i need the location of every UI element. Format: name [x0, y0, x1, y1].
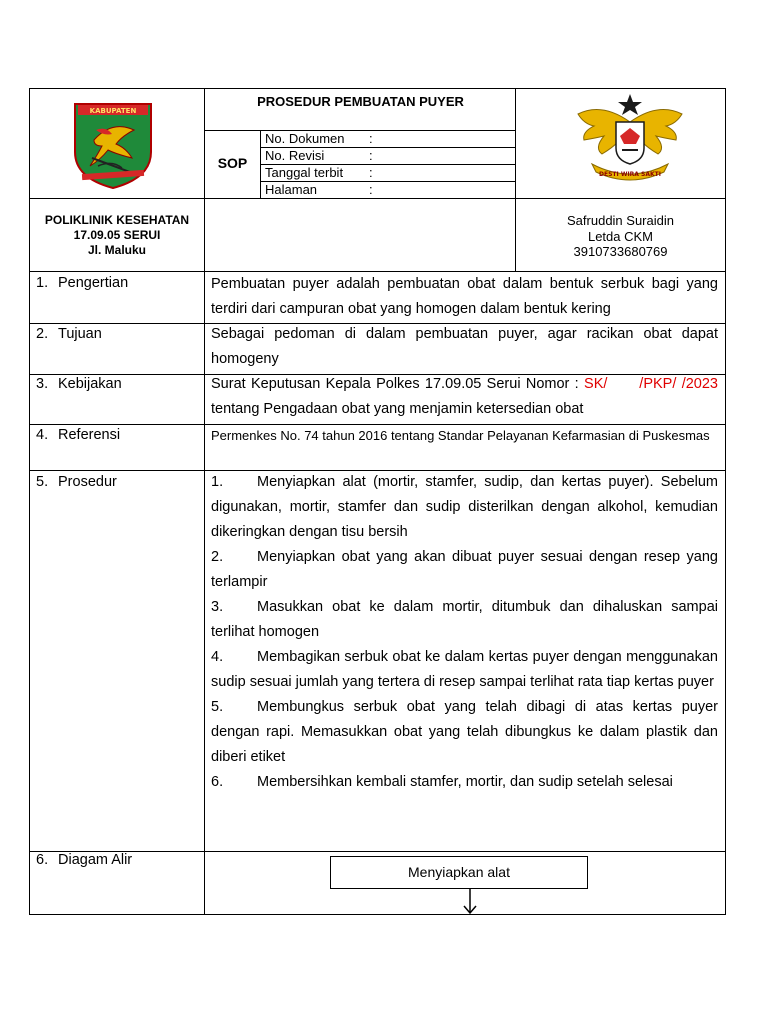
section-number: 6.: [36, 852, 49, 868]
policy-text-after: tentang Pengadaan obat yang menjamin ketersedian obat: [211, 401, 584, 417]
section-number: 5.: [36, 474, 49, 490]
logo-banner-text: KABUPATEN: [89, 107, 137, 115]
step-text: Membungkus serbuk obat yang telah dibagi di atas kertas puyer dengan rapi. Memasukkan obat yang telah dibungkus ke dalam plastik dan diberi etiket: [211, 699, 718, 765]
signatory-rank: Letda CKM: [587, 228, 654, 244]
procedure-step: [211, 595, 718, 645]
section-text-kebijakan: [211, 372, 718, 422]
procedure-steps: [211, 470, 718, 795]
step-text: Membersihkan kembali stamfer, mortir, dan sudip setelah selesai: [257, 774, 673, 790]
signatory-id: 3910733680769: [573, 244, 668, 259]
title-underline: [204, 130, 516, 131]
institution-name: POLIKLINIK KESEHATAN: [44, 213, 190, 227]
section-number: 3.: [36, 376, 49, 392]
meta-colon: :: [369, 148, 373, 163]
meta-label-no-dokumen: No. Dokumen: [265, 131, 345, 146]
step-number: 2.: [211, 549, 224, 565]
institution-address: Jl. Maluku: [87, 243, 146, 257]
meta-colon: :: [369, 182, 373, 197]
procedure-step: [211, 695, 718, 770]
step-text: Menyiapkan obat yang akan dibuat puyer sesuai dengan resep yang terlampir: [211, 549, 718, 590]
section-title: Diagam Alir: [58, 852, 133, 868]
section-label-kebijakan: [36, 376, 122, 392]
section-label-tujuan: [36, 326, 102, 342]
section-title: Kebijakan: [58, 376, 122, 392]
step-text: Membagikan serbuk obat ke dalam kertas puyer dengan menggunakan sudip sesuai jumlah yang tertera di resep sampai terlihat rata tiap kertas puyer: [211, 649, 718, 690]
step-number: 3.: [211, 599, 224, 615]
document-title: PROSEDUR PEMBUATAN PUYER: [257, 94, 464, 109]
step-text: Masukkan obat ke dalam mortir, ditumbuk dan dihaluskan sampai terlihat homogen: [211, 599, 718, 640]
meta-colon: :: [369, 165, 373, 180]
header-bottom-line: [29, 198, 726, 199]
regency-shield-logo: [72, 100, 154, 195]
military-emblem-logo: [572, 92, 688, 191]
procedure-step: [211, 770, 718, 795]
section-label-prosedur: [36, 474, 117, 490]
procedure-step: [211, 545, 718, 595]
procedure-step: [211, 645, 718, 695]
meta-label-no-revisi: No. Revisi: [265, 148, 325, 163]
section-number: 1.: [36, 275, 49, 291]
policy-text: Surat Keputusan Kepala Polkes 17.09.05 Serui Nomor :: [211, 376, 585, 392]
institution-block: [30, 213, 204, 258]
procedure-step: [211, 470, 718, 545]
meta-label-halaman: Halaman: [265, 182, 318, 197]
section-label-pengertian: [36, 275, 128, 291]
step-number: 5.: [211, 699, 224, 715]
column-divider: [204, 88, 205, 915]
step-number: 1.: [211, 474, 224, 490]
section-title: Referensi: [58, 427, 121, 443]
section-title: Prosedur: [58, 474, 117, 490]
step-text: Menyiapkan alat (mortir, stamfer, sudip, dan kertas puyer). Sebelum digunakan, mortir, stamfer dan sudip disterilkan dengan alkohol, kemudian dikeringkan dengan tisu bersih: [211, 474, 718, 540]
policy-year: /2023: [681, 376, 718, 392]
emblem-motto-text: DESTI WIRA SAKTI: [599, 171, 661, 178]
section-text-pengertian: Pembuatan puyer adalah pembuatan obat dalam bentuk serbuk bagi yang terdiri dari campuran obat yang homogen dalam bentuk kering: [211, 276, 718, 317]
signatory-block: [516, 213, 725, 260]
meta-colon: :: [369, 131, 373, 146]
policy-number-placeholder: SK/ /PKP/: [584, 376, 677, 392]
signatory-name: Safruddin Suraidin: [567, 213, 674, 228]
step-number: 4.: [211, 649, 224, 665]
sop-label: SOP: [217, 155, 248, 171]
section-title: Tujuan: [58, 326, 102, 342]
flowchart-arrow-icon: [462, 889, 478, 920]
section-title: Pengertian: [58, 275, 129, 291]
flowchart-box: Menyiapkan alat: [330, 856, 588, 889]
step-number: 6.: [211, 774, 224, 790]
section-number: 4.: [36, 427, 49, 443]
section-text-tujuan: Sebagai pedoman di dalam pembuatan puyer, agar racikan obat dapat homogeny: [211, 326, 718, 367]
row-line: [29, 851, 726, 852]
section-label-diagram: [36, 852, 132, 868]
section-label-referensi: [36, 427, 120, 443]
institution-code: 17.09.05 SERUI: [73, 228, 161, 242]
section-text-referensi: Permenkes No. 74 tahun 2016 tentang Standar Pelayanan Kefarmasian di Puskesmas: [211, 428, 710, 443]
meta-label-tanggal-terbit: Tanggal terbit: [265, 165, 344, 180]
section-number: 2.: [36, 326, 49, 342]
